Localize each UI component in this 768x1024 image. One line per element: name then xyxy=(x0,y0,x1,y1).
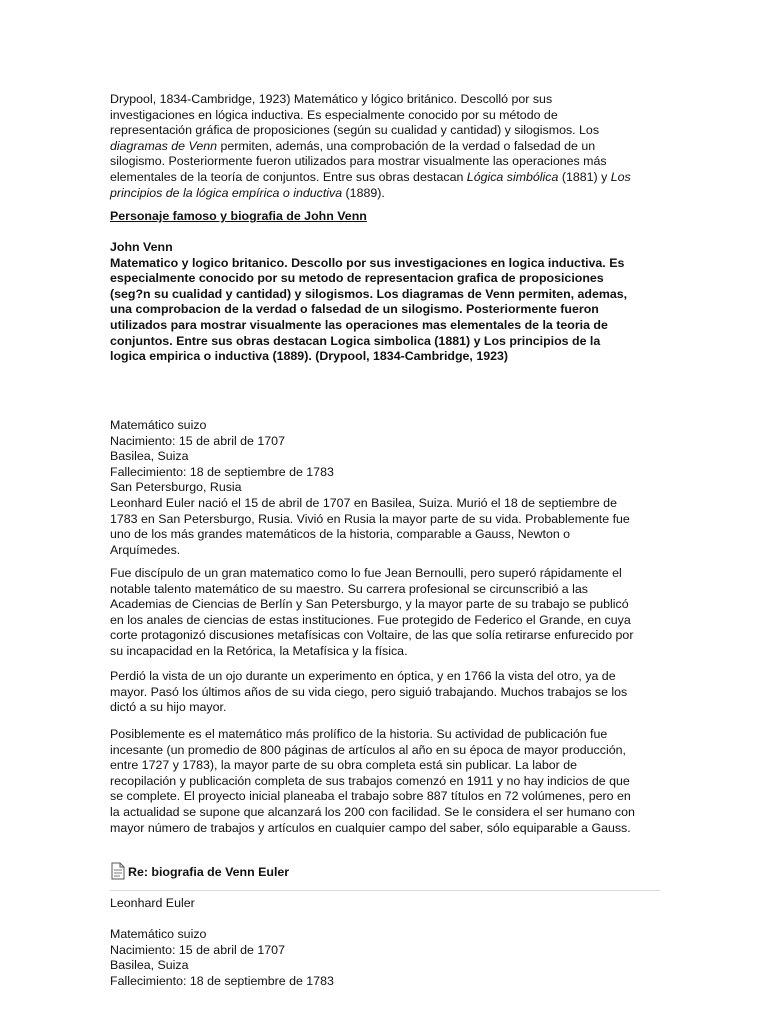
text-line: dictó a su hijo mayor. xyxy=(110,700,227,715)
venn-name: John Venn xyxy=(110,240,173,254)
text-line: investigaciones en lógica inductiva. Es especialmente conocido por su método de xyxy=(110,107,558,122)
text-line: mayor. Pasó los últimos años de su vida ciego, pero siguió trabajando. Muchos trabajos se los xyxy=(110,684,628,699)
italic-text: Lógica simbólica xyxy=(466,169,559,184)
text-line: Fue discípulo de un gran matematico como lo fue Jean Bernoulli, pero superó rápidamente el xyxy=(110,566,622,580)
text-line: Basilea, Suiza xyxy=(110,449,189,464)
paragraph-discipulo xyxy=(110,566,660,660)
text-line: representación gráfica de proposiciones (según su cualidad y cantidad) y silogismos. Los xyxy=(110,123,600,138)
reply-name: Leonhard Euler xyxy=(110,896,195,910)
euler-info xyxy=(110,418,660,558)
text-line: Perdió la vista de un ojo durante un experimento en óptica, y en 1766 la vista del otro, ya de xyxy=(110,669,616,683)
text-line: utilizados para mostrar visualmente las operaciones mas elementales de la teoria de xyxy=(110,317,608,332)
text-segment: elementales de la teoría de conjuntos. Entre sus obras destacan xyxy=(110,169,467,184)
text-line: la actualidad se supone que alcanzará los 200 con facilidad. Se le considera el ser humano con xyxy=(110,804,635,819)
paragraph-vista xyxy=(110,669,660,716)
text-line: San Petersburgo, Rusia xyxy=(110,480,242,495)
italic-text: Los xyxy=(610,169,631,184)
text-line: Academias de Ciencias de Berlín y San Petersburgo, y la mayor parte de su trabajo se publicó xyxy=(110,597,629,612)
reply-body xyxy=(110,896,660,990)
text-line: Matemático suizo xyxy=(110,418,207,432)
text-line: Drypool, 1834-Cambridge, 1923) Matemático y lógico británico. Descolló por sus xyxy=(110,92,553,106)
intro-paragraph xyxy=(110,92,660,201)
venn-biography xyxy=(110,240,660,365)
text-line: Fallecimiento: 18 de septiembre de 1783 xyxy=(110,973,334,988)
text-line xyxy=(110,170,660,186)
text-line: logica empirica o inductiva (1889). (Drypool, 1834-Cambridge, 1923) xyxy=(110,349,509,364)
reply-header xyxy=(110,860,660,882)
text-line: Fallecimiento: 18 de septiembre de 1783 xyxy=(110,464,334,479)
italic-text: diagramas de Venn xyxy=(110,138,217,153)
text-line xyxy=(110,186,660,202)
text-line: uno de los más grandes matemáticos de la historia, comparable a Gauss, Newton o xyxy=(110,527,571,542)
divider xyxy=(110,890,660,891)
text-line: 1783 en San Petersburgo, Rusia. Vivió en Rusia la mayor parte de su vida. Probablemente fue xyxy=(110,511,630,526)
paragraph-prolifico xyxy=(110,727,660,836)
text-line: silogismo. Posteriormente fueron utilizados para mostrar visualmente las operaciones más xyxy=(110,154,607,169)
text-line xyxy=(110,139,660,155)
text-line: su incapacidad en la Retórica, la Metafísica y la física. xyxy=(110,643,408,658)
text-line: notable talento matemático de su maestro. Su carrera profesional se circunscribió a las xyxy=(110,581,588,596)
italic-text: principios de la lógica empírica o inductiva xyxy=(110,185,343,200)
text-line: especialmente conocido por su metodo de representacion grafica de proposiciones xyxy=(110,271,604,286)
text-line: (seg?n su cualidad y cantidad) y silogismos. Los diagramas de Venn permiten, ademas, xyxy=(110,286,628,301)
text-segment: (1889). xyxy=(342,185,385,200)
text-line: mayor número de trabajos y artículos en cualquier campo del saber, sólo equiparable a Gauss. xyxy=(110,820,631,835)
text-line: en los anales de ciencias de estas instituciones. Fue protegido de Federico el Grande, en cuya xyxy=(110,612,631,627)
text-line: Matematico y logico britanico. Descollo por sus investigaciones en logica inductiva. Es xyxy=(110,255,625,270)
text-line: corte protagonizó discusiones metafísicas con Voltaire, de las que solía retirarse enfurecido por xyxy=(110,628,634,643)
text-line: Matemático suizo xyxy=(110,927,207,942)
text-line: recopilación y publicación completa de sus trabajos comenzó en 1911 y no hay indicios de que xyxy=(110,773,630,788)
text-segment: permiten, además, una comprobación de la verdad o falsedad de un xyxy=(217,138,596,153)
text-segment: (1881) y xyxy=(558,169,611,184)
text-line: entre 1727 y 1783), la mayor parte de su obra completa está sin publicar. La labor de xyxy=(110,758,577,773)
text-line: Leonhard Euler nació el 15 de abril de 1707 en Basilea, Suiza. Murió el 18 de septiembre de xyxy=(110,495,617,510)
text-line: conjuntos. Entre sus obras destacan Logica simbolica (1881) y Los principios de la xyxy=(110,333,601,348)
text-line: Arquímedes. xyxy=(110,542,181,557)
text-line: Basilea, Suiza xyxy=(110,958,189,973)
text-line: se complete. El proyecto inicial planeaba el trabajo sobre 887 títulos en 72 volúmenes, pero en xyxy=(110,789,631,804)
text-line: Nacimiento: 15 de abril de 1707 xyxy=(110,433,285,448)
text-line: incesante (un promedio de 800 páginas de artículos al año en su época de mayor producción, xyxy=(110,742,626,757)
section-heading: Personaje famoso y biografia de John Venn xyxy=(110,209,367,223)
text-line: una comprobacion de la verdad o falsedad de un silogismo. Posteriormente fueron xyxy=(110,302,599,317)
text-line: Nacimiento: 15 de abril de 1707 xyxy=(110,942,285,957)
text-line: Posiblemente es el matemático más prolífico de la historia. Su actividad de publicación fue xyxy=(110,727,608,741)
reply-title[interactable]: Re: biografia de Venn Euler xyxy=(128,865,290,879)
document-icon xyxy=(110,862,126,880)
spacer-line xyxy=(110,912,660,928)
